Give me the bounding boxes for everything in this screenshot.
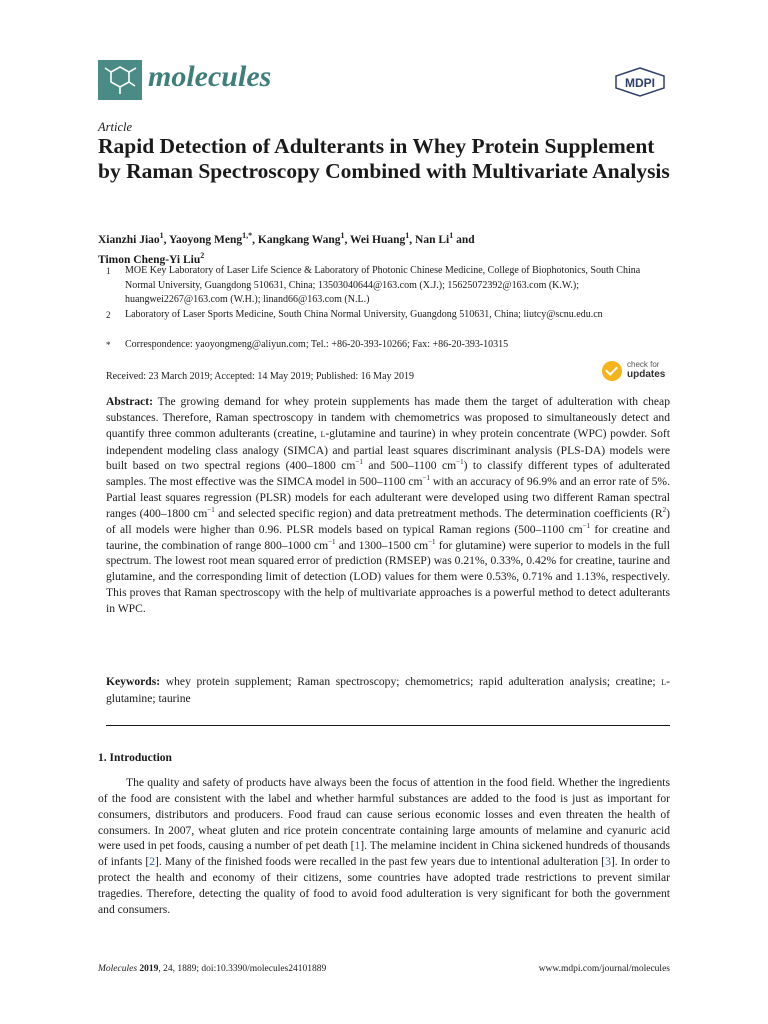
mdpi-logo-icon bbox=[612, 66, 668, 98]
abstract: Abstract: The growing demand for whey protein supplements has made them the target of adulteration with cheap substances. Therefore, Raman spectroscopy in tandem with chemometrics was proposed to simultaneously detect and quantify three common adulterants (creatine, L-glutamine and taurine) in whey protein concentrate (WPC) powder. Soft independent modeling class analogy (SIMCA) and partial least squares discriminant analysis (PLS-DA) models were built based on two spectral regions (400–1800 $cm^{-1}$ and 500–1100 $cm^{-1}$) to classify different types of adulterated samples. The most effective was the SIMCA model in 500–1100 $cm^{-1}$ with an accuracy of 96.9% and an error rate of 5%. Partial least squares regression (PLSR) models for each adulterant were developed using two different Raman spectral ranges (400–1800 $cm^{-1}$ and selected specific region) and data pretreatment methods. The determination coefficients $(R^2)$ of all models were higher than 0.96. PLSR models based on typical Raman regions (500–1100 $cm^{-1}$ for creatine and taurine, the combination of range 800–1000 $cm^{-1}$ and 1300–1500 $cm^{-1}$ for glutamine) were superior to models in the full spectrum. The lowest root mean squared error of prediction (RMSEP) was 0.21%, 0.33%, 0.42% for creatine, taurine and glutamine, and the corresponding limit of detection (LOD) values for them were 0.53%, 0.71% and 1.13%, respectively. This proves that Raman spectroscopy with the help of multivariate approaches is a powerful method to detect adulterants in WPC. bbox=[106, 395, 671, 615]
publication-dates: Received: 23 March 2019; Accepted: 14 May 2019; Published: 16 May 2019 bbox=[106, 371, 415, 382]
affiliation-mark: * bbox=[106, 340, 111, 350]
article-type: Article bbox=[98, 120, 133, 134]
affiliation-1 bbox=[106, 264, 668, 308]
paper-title: Rapid Detection of Adulterants in Whey Protein Supplement by Raman Spectroscopy Combined with Multivariate Analysis bbox=[98, 134, 670, 183]
affiliation-2 bbox=[106, 308, 668, 338]
section-heading: 1. Introduction bbox=[98, 752, 172, 764]
authors-and: and bbox=[456, 233, 475, 246]
author-sup: 1 bbox=[405, 231, 410, 240]
footer-citation: Molecules 2019, 24, 1889; doi:10.3390/molecules24101889 bbox=[98, 964, 327, 974]
correspondence-text: Correspondence: yaoyongmeng@aliyun.com; Tel.: +86-20-393-10266; Fax: +86-20-393-10315 bbox=[125, 339, 509, 350]
author-sup: 1 bbox=[340, 231, 345, 240]
journal-logo-icon bbox=[98, 60, 142, 100]
author-sup: 1 bbox=[159, 231, 164, 240]
check-icon bbox=[602, 361, 622, 381]
check-updates-line1: check for bbox=[627, 360, 660, 369]
keywords-label: Keywords: bbox=[106, 675, 161, 688]
journal-name: molecules bbox=[148, 60, 272, 93]
author-name: Timon Cheng-Yi Liu bbox=[98, 253, 201, 266]
citation-link[interactable]: 3 bbox=[605, 855, 611, 869]
author-name: Kangkang Wang bbox=[257, 233, 341, 246]
author-list: Xianzhi Jiao$^1$, Yaoyong Meng$^{1,*}$, Kangkang Wang$^1$, Wei Huang$^1$, Nan Li$^1$ and Timon Cheng-Yi Liu$^2$ bbox=[98, 231, 475, 266]
abstract-label: Abstract: bbox=[106, 395, 154, 408]
author-name: Yaoyong Meng bbox=[169, 233, 243, 246]
affiliation-text: MOE Key Laboratory of Laser Life Science & Laboratory of Photonic Chinese Medicine, College of Biophotonics, South China Normal University, Guangdong 510631, China; 13503040644@163.com (X.J.); 15625072392@163.com (K.W.); huangwei2267@163.com (W.H.); linand66@163.com (N.L.) bbox=[125, 265, 641, 306]
keywords: Keywords: whey protein supplement; Raman spectroscopy; chemometrics; rapid adulteration analysis; creatine; L-glutamine; taurine bbox=[106, 675, 670, 705]
section-divider bbox=[106, 725, 670, 726]
correspondence bbox=[106, 338, 668, 353]
affiliation-text: Laboratory of Laser Sports Medicine, South China Normal University, Guangdong 510631, China; liutcy@scnu.edu.cn bbox=[125, 309, 603, 320]
author-sup: 2 bbox=[200, 250, 205, 260]
citation-link[interactable]: 2 bbox=[149, 855, 155, 869]
check-updates-line2: updates bbox=[627, 369, 666, 380]
footer-url[interactable]: www.mdpi.com/journal/molecules bbox=[538, 964, 670, 974]
mdpi-logo-text: MDPI bbox=[625, 76, 655, 90]
author-name: Nan Li bbox=[415, 233, 450, 246]
citation-link[interactable]: 1 bbox=[354, 839, 361, 853]
author-sup: 1 bbox=[449, 231, 454, 240]
affiliation-mark: 1 bbox=[106, 266, 111, 276]
author-name: Wei Huang bbox=[350, 233, 406, 246]
author-name: Xianzhi Jiao bbox=[98, 233, 160, 246]
author-sup: 1,* bbox=[242, 231, 253, 240]
check-for-updates-button[interactable] bbox=[602, 360, 670, 386]
affiliation-mark: 2 bbox=[106, 310, 111, 320]
introduction-paragraph: The quality and safety of products have always been the focus of attention in the food field. Whether the ingredients of the food are consistent with the label and whether harmful substances are added to the food is just as important for consumers, distributors and producers. Food fraud can cause serious economic losses and even threaten the health of consumers. In 2007, wheat gluten and rice protein concentrate containing large amounts of melamine and cyanuric acid were used in pet foods, causing a number of pet death [1]. The melamine incident in China sickened hundreds of thousands of infants [2]. Many of the finished foods were recalled in the past few years due to intentional adulteration [3]. In order to protect the health and economy of their citizens, some countries have adopted trade restrictions to prevent similar tragedies. Therefore, detecting the quality of food to avoid food adulteration is very significant for both the government and consumers. bbox=[98, 776, 670, 916]
